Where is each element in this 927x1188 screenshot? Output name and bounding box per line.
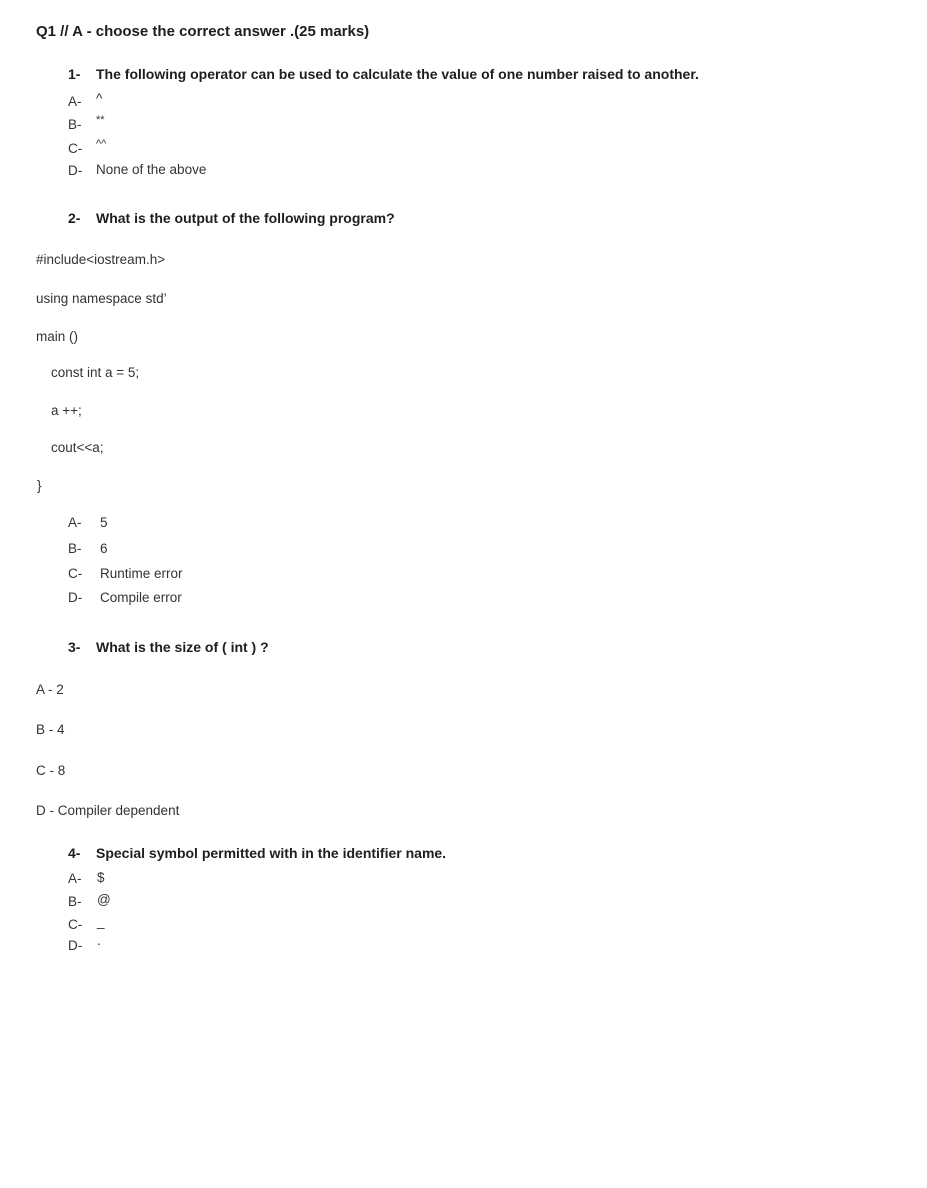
question-4-text: Special symbol permitted with in the identifier name. <box>96 845 447 861</box>
q3-option-d: D - Compiler dependent <box>36 803 180 818</box>
question-3-text: What is the size of ( int ) ? <box>96 639 269 655</box>
q4-option-c-letter: C- <box>68 917 83 932</box>
q2-option-a-letter: A- <box>68 515 82 530</box>
question-3-number: 3- <box>68 639 81 655</box>
question-1-text: The following operator can be used to calculate the value of one number raised to another. <box>96 66 699 82</box>
q2-option-b-text: 6 <box>100 541 108 556</box>
q1-option-d-letter: D- <box>68 163 83 178</box>
q1-option-c-text: ^^ <box>96 138 107 150</box>
q3-option-c: C - 8 <box>36 763 66 778</box>
q2-option-a-text: 5 <box>100 515 108 530</box>
code-line-closing-brace: } <box>37 478 42 493</box>
q2-option-c-text: Runtime error <box>100 566 183 581</box>
q2-option-d-text: Compile error <box>100 590 182 605</box>
q1-option-a-letter: A- <box>68 94 82 109</box>
page-heading: Q1 // A - choose the correct answer .(25 marks) <box>36 23 370 40</box>
q4-option-a-letter: A- <box>68 871 82 886</box>
q4-option-d-text: . <box>97 933 101 948</box>
code-line-main: main () <box>36 329 79 344</box>
q1-option-a-text: ^ <box>96 91 103 106</box>
question-4-number: 4- <box>68 845 81 861</box>
code-line-include: #include<iostream.h> <box>36 252 166 267</box>
q4-option-b-text: @ <box>97 892 111 907</box>
q4-option-c-text: _ <box>97 914 105 929</box>
q1-option-c-letter: C- <box>68 141 83 156</box>
q1-option-d-text: None of the above <box>96 162 207 177</box>
q1-option-b-text: ** <box>96 114 105 126</box>
q1-option-b-letter: B- <box>68 117 82 132</box>
code-line-cout: cout<<a; <box>51 440 104 455</box>
q3-option-b: B - 4 <box>36 722 65 737</box>
q4-option-a-text: $ <box>97 870 105 885</box>
question-1-number: 1- <box>68 66 81 82</box>
question-2-text: What is the output of the following program? <box>96 210 395 226</box>
q3-option-a: A - 2 <box>36 682 64 697</box>
q2-option-c-letter: C- <box>68 566 83 581</box>
q4-option-d-letter: D- <box>68 938 83 953</box>
code-line-const: const int a = 5; <box>51 365 140 380</box>
q2-option-d-letter: D- <box>68 590 83 605</box>
q4-option-b-letter: B- <box>68 894 82 909</box>
code-line-namespace: using namespace std’ <box>36 291 167 306</box>
code-line-increment: a ++; <box>51 403 82 418</box>
question-2-number: 2- <box>68 210 81 226</box>
q2-option-b-letter: B- <box>68 541 82 556</box>
